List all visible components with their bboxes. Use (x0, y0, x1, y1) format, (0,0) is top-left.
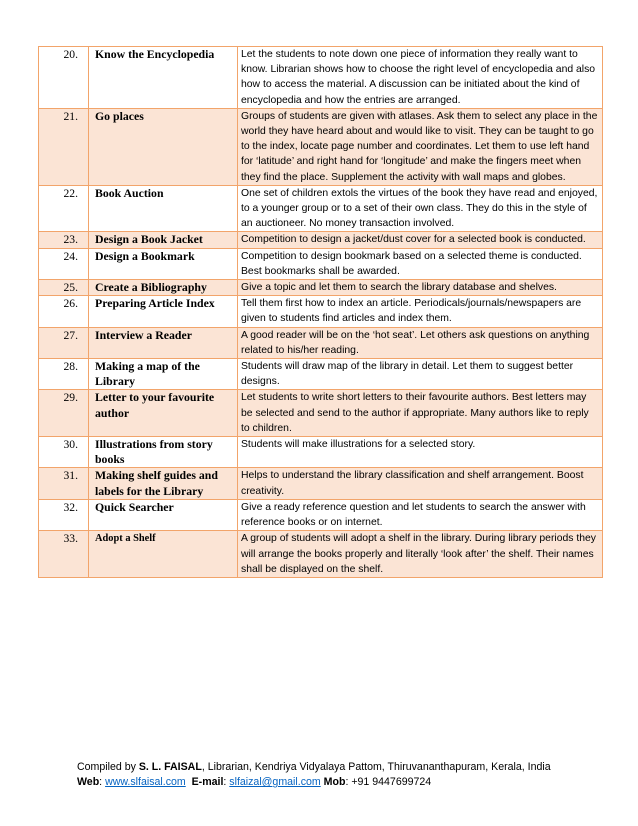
table-row (39, 296, 603, 327)
table-row (39, 359, 603, 390)
row-number: 21. (39, 108, 89, 185)
email-link[interactable]: slfaizal@gmail.com (229, 776, 321, 788)
activity-title: Know the Encyclopedia (89, 47, 238, 109)
footer-compiled-by: Compiled by (77, 761, 139, 773)
website-link[interactable]: www.slfaisal.com (105, 776, 186, 788)
table-row (39, 280, 603, 296)
row-number: 33. (39, 531, 89, 578)
row-number: 26. (39, 296, 89, 327)
table-row (39, 327, 603, 358)
footer-contact-line: Web: www.slfaisal.com E-mail: slfaizal@gmail.com Mob: +91 9447699724 (77, 776, 432, 788)
activity-title: Preparing Article Index (89, 296, 238, 327)
activity-description: A good reader will be on the ‘hot seat’. Let others ask questions on anything related to his/her reading. (238, 327, 603, 358)
activity-title: Quick Searcher (89, 499, 238, 530)
activity-title: Go places (89, 108, 238, 185)
activities-table (38, 46, 603, 578)
table-row (39, 468, 603, 499)
table-row (39, 108, 603, 185)
table-row (39, 248, 603, 279)
row-number: 28. (39, 359, 89, 390)
activity-title: Letter to your favourite author (89, 390, 238, 437)
activity-title: Making a map of the Library (89, 359, 238, 390)
table-row (39, 185, 603, 232)
row-number: 25. (39, 280, 89, 296)
activity-description: Let students to write short letters to their favourite authors. Best letters may be selected and send to the author if appropriate. Many authors like to reply to children. (238, 390, 603, 437)
activity-description: Tell them first how to index an article. Periodicals/journals/newspapers are given to students find articles and index them. (238, 296, 603, 327)
activity-title: Book Auction (89, 185, 238, 232)
activity-description: Let the students to note down one piece of information they really want to know. Librarian shows how to choose the right level of encyclopedia and also how to access the material. A discussion can be initiated about the kind of encyclopedia and how the entries are arranged. (238, 47, 603, 109)
row-number: 24. (39, 248, 89, 279)
table-row (39, 499, 603, 530)
activity-description: Competition to design a jacket/dust cover for a selected book is conducted. (238, 232, 603, 248)
activity-description: Give a topic and let them to search the library database and shelves. (238, 280, 603, 296)
table-row (39, 232, 603, 248)
row-number: 23. (39, 232, 89, 248)
activity-description: Competition to design bookmark based on a selected theme is conducted. Best bookmarks shall be awarded. (238, 248, 603, 279)
row-number: 20. (39, 47, 89, 109)
activity-description: Students will draw map of the library in detail. Let them to suggest better designs. (238, 359, 603, 390)
footer-affiliation: , Librarian, Kendriya Vidyalaya Pattom, Thiruvananthapuram, Kerala, India (201, 761, 551, 773)
row-number: 30. (39, 437, 89, 468)
footer-author-name: S. L. FAISAL (138, 761, 202, 773)
footer-web-label: Web (77, 776, 100, 788)
table-row (39, 47, 603, 109)
activity-title: Create a Bibliography (89, 280, 238, 296)
page-footer (77, 760, 617, 790)
activity-description: A group of students will adopt a shelf in the library. During library periods they will arrange the books properly and literally ‘look after’ the shelf. Their names shall be displayed on the shelf. (238, 531, 603, 578)
activity-description: One set of children extols the virtues of the book they have read and enjoyed, to a younger group or to a set of their own class. They do this in the style of an auctioneer. No money transaction involved. (238, 185, 603, 232)
table-row (39, 390, 603, 437)
activity-title: Making shelf guides and labels for the Library (89, 468, 238, 499)
footer-email-label: E-mail (191, 776, 224, 788)
row-number: 22. (39, 185, 89, 232)
row-number: 31. (39, 468, 89, 499)
footer-mob-label: Mob (323, 776, 346, 788)
activity-title: Adopt a Shelf (89, 531, 238, 578)
row-number: 32. (39, 499, 89, 530)
row-number: 27. (39, 327, 89, 358)
activity-title: Design a Bookmark (89, 248, 238, 279)
activity-title: Interview a Reader (89, 327, 238, 358)
activity-title: Design a Book Jacket (89, 232, 238, 248)
activity-description: Give a ready reference question and let students to search the answer with reference books or on internet. (238, 499, 603, 530)
footer-mobile-number: : +91 9447699724 (345, 776, 432, 788)
activity-title: Illustrations from story books (89, 437, 238, 468)
activity-description: Helps to understand the library classification and shelf arrangement. Boost creativity. (238, 468, 603, 499)
row-number: 29. (39, 390, 89, 437)
table-row (39, 437, 603, 468)
activity-description: Groups of students are given with atlases. Ask them to select any place in the world they have heard about and would like to visit. They can be taught to go to the index, locate page number and coordinates. Let them to use left hand for ‘latitude’ and right hand for ‘longitude’ and make the fingers meet when they find the place. Supplement the activity with wall maps and globes. (238, 108, 603, 185)
activity-description: Students will make illustrations for a selected story. (238, 437, 603, 468)
footer-credit-line (77, 760, 617, 775)
table-row (39, 531, 603, 578)
